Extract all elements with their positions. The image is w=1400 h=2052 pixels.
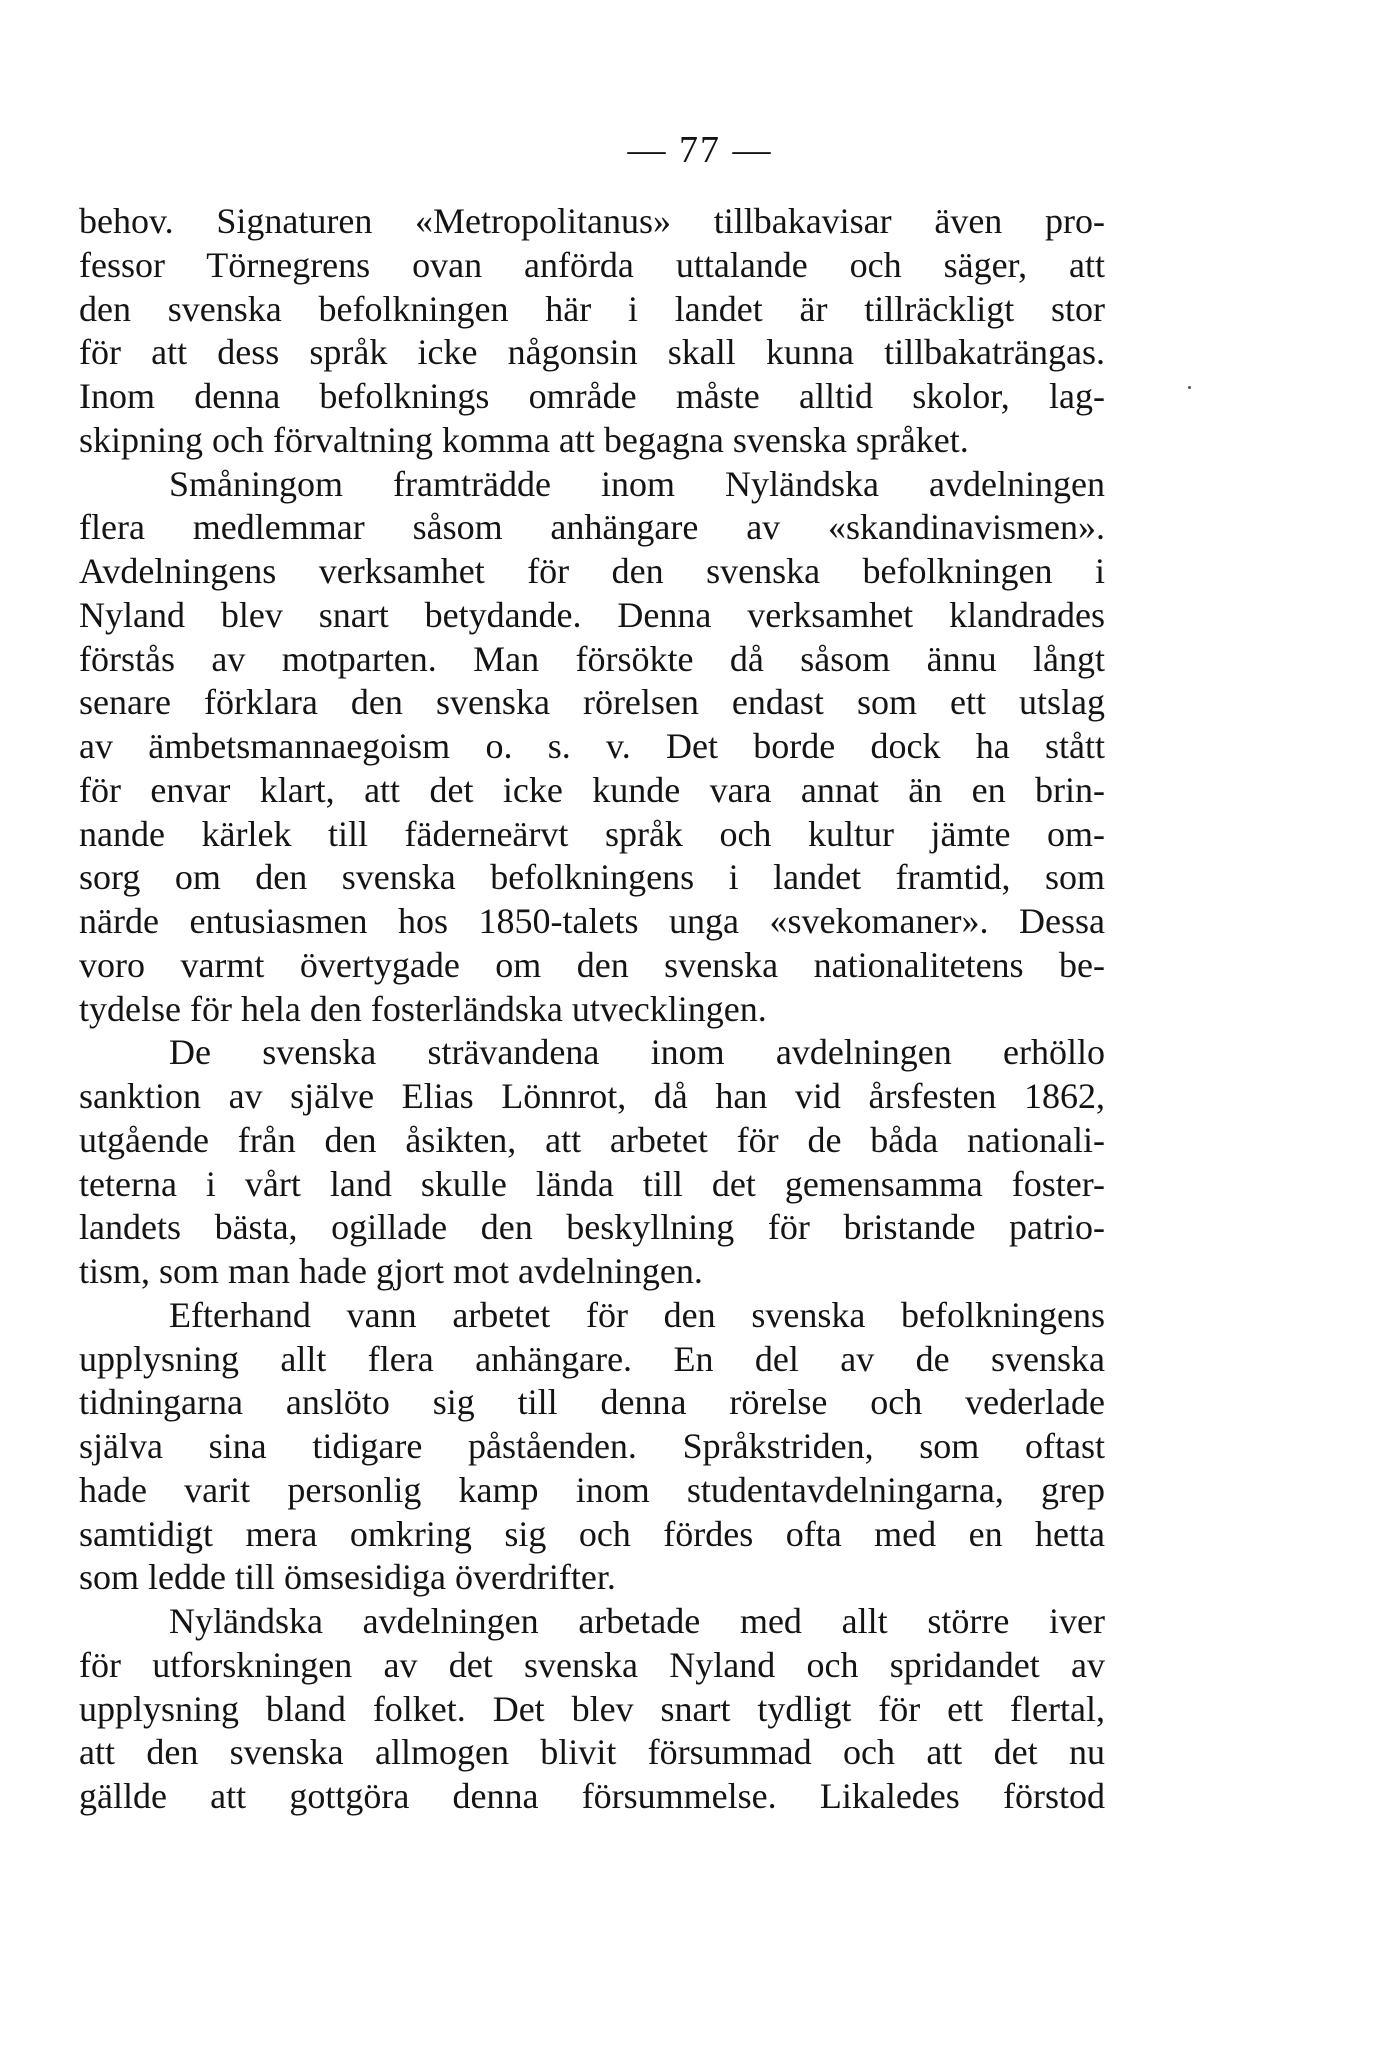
text-line: som ledde till ömsesidiga överdrifter. <box>79 1557 616 1598</box>
text-line: samtidigt mera omkring sig och fördes ofta med en hetta <box>79 1513 1105 1554</box>
text-line: teterna i vårt land skulle lända till det gemensamma foster- <box>79 1163 1105 1204</box>
text-line: gällde att gottgöra denna försummelse. Likaledes förstod <box>79 1776 1105 1816</box>
text-line: Avdelningens verksamhet för den svenska befolkningen i <box>79 551 1105 591</box>
text-line: tidningarna anslöto sig till denna rörelse och vederlade <box>79 1382 1105 1423</box>
body-text <box>79 200 1105 1819</box>
text-line: för att dess språk icke någonsin skall kunna tillbakaträngas. <box>79 332 1105 373</box>
text-line: sorg om den svenska befolkningens i landet framtid, som <box>79 857 1105 898</box>
text-line: skipning och förvaltning komma att begagna svenska språket. <box>79 419 969 460</box>
text-line: själva sina tidigare påståenden. Språkstriden, som oftast <box>79 1426 1105 1466</box>
text-line: upplysning allt flera anhängare. En del av de svenska <box>79 1338 1105 1379</box>
text-line: senare förklara den svenska rörelsen endast som ett utslag <box>79 682 1105 723</box>
text-line: nande kärlek till fäderneärvt språk och kultur jämte om- <box>79 813 1105 854</box>
text-line: utgående från den åsikten, att arbetet för de båda nationali- <box>79 1119 1105 1160</box>
text-line: landets bästa, ogillade den beskyllning för bristande patrio- <box>79 1207 1105 1248</box>
text-line: för envar klart, att det icke kunde vara annat än en brin- <box>79 769 1105 810</box>
text-line: av ämbetsmannaegoism o. s. v. Det borde dock ha stått <box>79 726 1105 766</box>
text-line: Småningom framträdde inom Nyländska avdelningen <box>169 463 1105 504</box>
text-line: tydelse för hela den fosterländska utvecklingen. <box>79 988 767 1029</box>
page-number: — 77 — <box>627 129 773 171</box>
text-line: De svenska strävandena inom avdelningen erhöllo <box>169 1032 1105 1073</box>
text-line: upplysning bland folket. Det blev snart tydligt för ett flertal, <box>79 1688 1105 1729</box>
text-line: att den svenska allmogen blivit försummad och att det nu <box>79 1732 1105 1773</box>
ink-speck <box>1188 386 1191 389</box>
text-line: voro varmt övertygade om den svenska nationalitetens be- <box>79 944 1105 985</box>
text-line: närde entusiasmen hos 1850-talets unga «svekomaner». Dessa <box>79 901 1105 941</box>
text-line: förstås av motparten. Man försökte då såsom ännu långt <box>79 638 1105 679</box>
text-line: för utforskningen av det svenska Nyland och spridandet av <box>79 1644 1105 1685</box>
text-line: flera medlemmar såsom anhängare av «skandinavismen». <box>79 507 1105 548</box>
text-line: Efterhand vann arbetet för den svenska befolkningens <box>169 1294 1105 1335</box>
text-line: Inom denna befolknings område måste alltid skolor, lag- <box>79 376 1105 416</box>
text-line: Nyland blev snart betydande. Denna verksamhet klandrades <box>79 594 1105 635</box>
text-line: tism, som man hade gjort mot avdelningen. <box>79 1251 703 1291</box>
text-line: behov. Signaturen «Metropolitanus» tillbakavisar även pro- <box>79 201 1105 241</box>
text-line: Nyländska avdelningen arbetade med allt större iver <box>169 1601 1105 1641</box>
text-line: fessor Törnegrens ovan anförda uttalande och säger, att <box>79 244 1105 285</box>
text-line: den svenska befolkningen här i landet är tillräckligt stor <box>79 288 1105 329</box>
text-line: hade varit personlig kamp inom studentavdelningarna, grep <box>79 1469 1105 1510</box>
text-line: sanktion av själve Elias Lönnrot, då han vid årsfesten 1862, <box>79 1076 1105 1116</box>
